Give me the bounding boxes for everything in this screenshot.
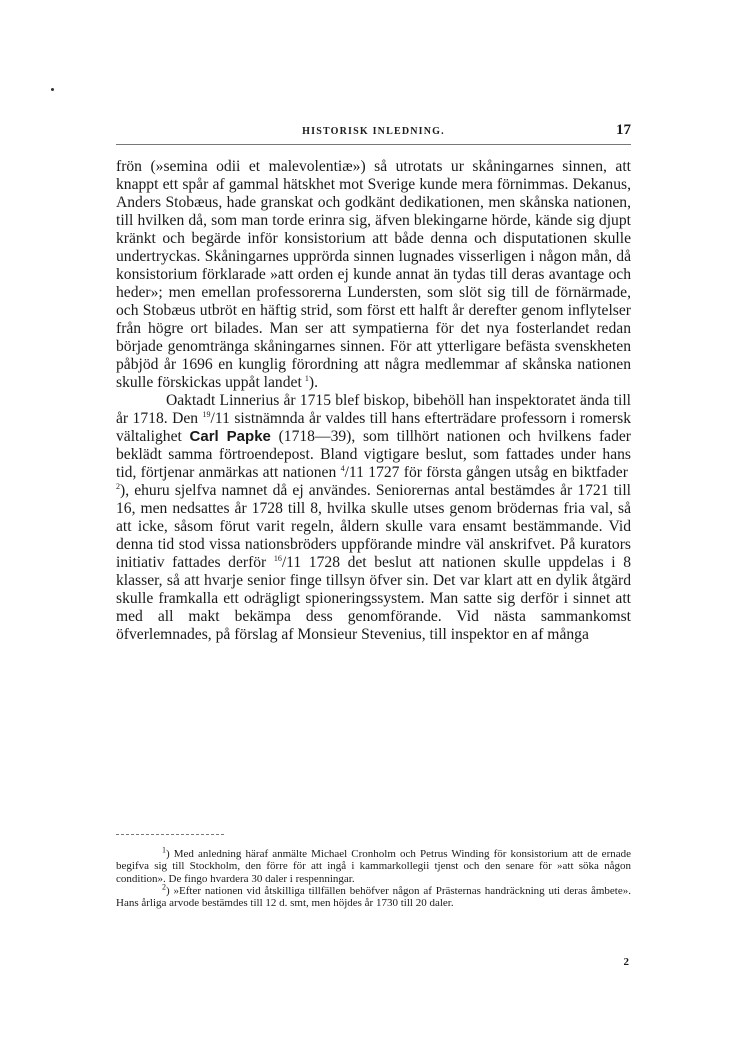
paragraph-2-text-c: (1718—39), som tillhört nationen och hvilkens fader beklädt samma förtroendepost. Bland vigtigare beslut, som fattades under hans tid, förtjenar anmärkas att nationen [116,428,631,481]
footnote-ref-2: 2 [116,481,120,491]
page-number: 17 [616,122,631,138]
printer-signature: 2 [623,956,629,968]
paragraph-1-end: ). [308,374,318,391]
footnote-ref-1: 1 [304,373,309,383]
person-name: Carl Papke [189,428,271,445]
paragraph-2-text-b: sistnämnda år valdes till hans efterträdare professorn i romersk vältalighet [116,410,632,445]
header-rule [116,144,631,145]
date-3-num: 16 [273,553,282,563]
footnote-1-text: ) Med anledning häraf anmälte Michael Cronholm och Petrus Winding för konsistorium att de ernade begifva sig till Stockholm, den förre för att ingå i kammarkollegii tjenst och den senare för »att söka någon condition». De fingo hvardera 30 daler i respenningar. [116,848,631,885]
paragraph-1 [116,158,631,392]
footnote-rule [116,834,224,835]
paragraph-2-text-f: 1728 det beslut att nationen skulle uppdelas i 8 klasser, så att hvarje senior finge tillsyn öfver sin. Det var klart att en dylik åtgärd skulle framkalla ett odrägligt spioneringssystem. Man satte sig derför i sinnet att med all makt bekämpa dess genomförande. Vid nästa sammankomst öfverlemnades, på förslag af Monsieur Stevenius, till inspektor en af många [116,554,632,643]
paragraph-2-text-d: 1727 för första gången utsåg en biktfader [368,464,628,481]
footnote-2 [116,882,631,910]
date-2-den: /11 [344,464,364,481]
page-header [116,122,631,142]
footnote-2-text: ) »Efter nationen vid åtskilliga tillfällen behöfver någon af Prästernas handräckning uti deras åmbete». Hans årliga arvode bestämdes till 12 d. smt, men höjdes år 1730 till 20 daler. [116,884,631,910]
paragraph-2 [116,392,631,644]
paragraph-1-text: frön (»semina odii et malevolentiæ») så utrotats ur skåningarnes sinnen, att knappt ett spår af gammal hätskhet mot Sverige kunde mera förnimmas. Dekanus, Anders Stobæus, hade granskat och godkänt dedikationen, men skånska nationen, till hvilken då, som man torde erinra sig, äfven blekingarne hörde, kände sig djupt kränkt och begärde inför konsistorium att både denna och disputationen skulle undertryckas. Skåningarnes upprörda sinnen lugnades visserligen i någon mån, då konsistorium förklarade »att orden ej kunde annat än tydas till deras avantage och heder»; men emellan professorerna Lundersten, som slöt sig till de förnärmade, och Stobæus utbröt en häftig strid, som först ett halft år derefter genom inflytelser från högre ort bilades. Man ser att sympatierna för det nya fosterlandet redan började genomtränga skåningarnes sinnen. För att ytterligare befästa svenskheten påbjöd år 1696 en kunglig förordning att några medlemmar af skånska nationen skulle förskickas uppåt landet [116,158,631,391]
date-1-den: /11 [210,410,230,427]
running-head: HISTORISK INLEDNING. [302,126,445,137]
footnote-2-mark: 2 [162,882,166,892]
paragraph-2-text-e: ), ehuru sjelfva namnet då ej användes. Seniorernas antal bestämdes år 1721 till 16, men nedsattes år 1728 till 8, hvilka skulle utses genom brödernas fria val, så att icke, såsom förut varit regeln, åldern skulle vara ensamt bestämmande. Vid denna tid stod vissa nationsbröders uppförande mindre väl anskrifvet. På kurators initiativ fattades derför [116,482,631,571]
footnote-1 [116,845,631,885]
footnotes [116,845,631,910]
date-2-num: 4 [340,463,345,473]
paragraph-2-text-a: Oaktadt Linnerius år 1715 blef biskop, bibehöll han inspektoratet ända till år 1718. Den [116,392,631,427]
date-3-den: /11 [281,554,302,571]
footnote-1-mark: 1 [162,845,166,855]
ink-speck [51,88,54,91]
date-1-num: 19 [202,409,211,419]
body-text [116,158,631,644]
